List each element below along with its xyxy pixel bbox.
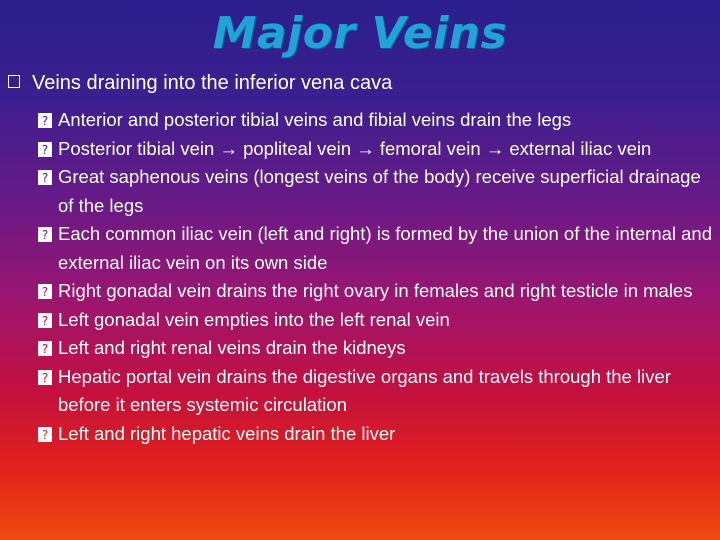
list-item [38,306,718,335]
list-item [38,334,718,363]
missing-glyph-icon [38,142,52,157]
missing-glyph-icon [38,313,52,328]
list-item [38,277,718,306]
level1-bullet [8,72,392,95]
missing-glyph-icon [38,113,52,128]
list-item [38,363,718,420]
level1-text: Veins draining into the inferior vena cava [32,72,393,94]
missing-glyph-icon [38,370,52,385]
svg-text:?: ? [41,313,49,328]
svg-text:?: ? [41,285,49,299]
list-item-text: Each common iliac vein (left and right) is formed by the union of the internal and external iliac vein on its own side [58,223,713,273]
list-item-text: Left gonadal vein empties into the left renal vein [58,308,450,330]
list-item [38,420,718,449]
slide-title: Major Veins [212,8,508,59]
missing-glyph-icon [38,427,52,442]
list-item [38,163,718,220]
list-item-text: Posterior tibial vein → popliteal vein → femoral vein → external iliac vein [58,137,652,159]
svg-text:?: ? [41,171,49,185]
list-item [38,106,718,135]
list-item-text: Anterior and posterior tibial veins and fibial veins drain the legs [58,109,572,130]
missing-glyph-icon [38,227,52,242]
svg-text:?: ? [41,142,49,157]
missing-glyph-icon [38,341,52,356]
missing-glyph-icon [38,284,52,299]
svg-text:?: ? [41,228,49,242]
svg-text:?: ? [41,114,49,128]
svg-text:?: ? [41,427,49,442]
list-item-text: Right gonadal vein drains the right ovary in females and right testicle in males [58,280,693,301]
sub-bullet-list [38,106,718,448]
list-item [38,220,718,277]
svg-text:?: ? [41,370,49,385]
missing-glyph-icon [38,170,52,185]
svg-text:?: ? [41,342,49,356]
list-item-text: Left and right hepatic veins drain the liver [58,422,396,444]
list-item-text: Left and right renal veins drain the kidneys [58,337,406,358]
list-item-text: Hepatic portal vein drains the digestive organs and travels through the liver before it enters systemic circulation [58,365,671,415]
list-item-text: Great saphenous veins (longest veins of the body) receive superficial drainage of the legs [58,166,701,216]
square-bullet-icon [8,75,20,88]
list-item [38,135,718,164]
